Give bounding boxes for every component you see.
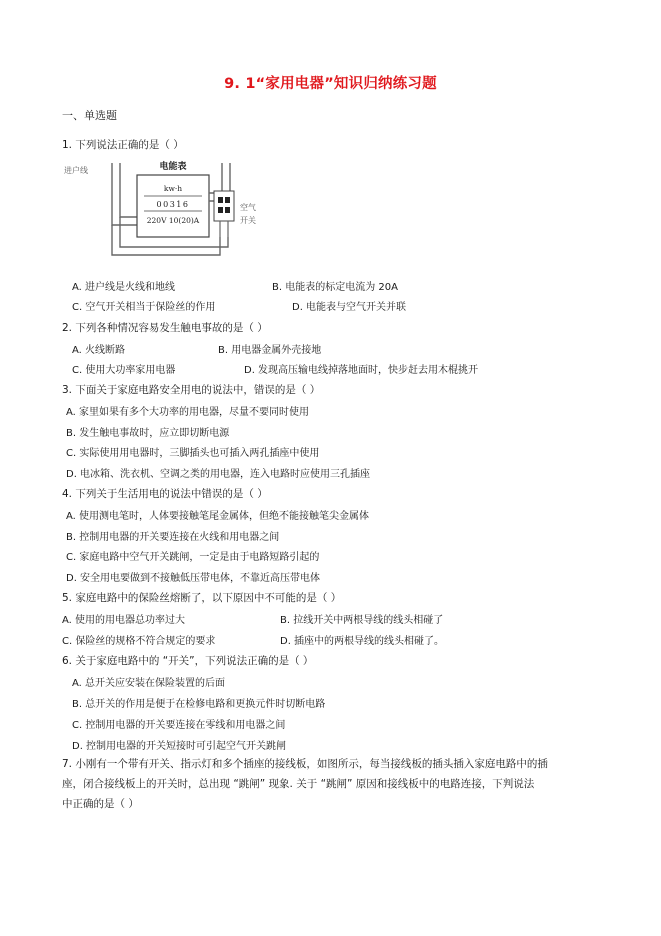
q4-option-b: B. 控制用电器的开关要连接在火线和用电器之间 <box>66 532 280 543</box>
q1-option-d: D. 电能表与空气开关并联 <box>292 302 407 313</box>
question-5-stem: 5. 家庭电路中的保险丝熔断了，以下原因中不可能的是（ ） <box>62 592 342 604</box>
q6-option-b: B. 总开关的作用是便于在检修电路和更换元件时切断电路 <box>72 699 326 710</box>
q3-option-c: C. 实际使用用电器时，三脚插头也可插入两孔插座中使用 <box>66 448 320 459</box>
section-heading: 一、单选题 <box>62 109 117 122</box>
q6-option-a: A. 总开关应安装在保险装置的后面 <box>72 678 226 689</box>
q4-option-c: C. 家庭电路中空气开关跳闸，一定是由于电路短路引起的 <box>66 552 320 563</box>
question-6-stem: 6. 关于家庭电路中的 “开关”，下列说法正确的是（ ） <box>62 655 314 667</box>
question-7-stem <box>62 754 607 814</box>
q1-option-b: B. 电能表的标定电流为 20A <box>272 282 398 293</box>
meter-rating: 220V 10(20)A <box>146 216 200 225</box>
question-1-stem: 1. 下列说法正确的是（ ） <box>62 139 184 151</box>
q4-option-d: D. 安全用电要做到不接触低压带电体，不靠近高压带电体 <box>66 573 321 584</box>
question-7-line-2: 座，闭合接线板上的开关时，总出现 “跳闸” 现象. 关于 “跳闸” 原因和接线板中的电路连接，下判说法 <box>62 778 535 790</box>
q6-option-d: D. 控制用电器的开关短接时可引起空气开关跳闸 <box>72 741 287 752</box>
q1-option-c: C. 空气开关相当于保险丝的作用 <box>72 302 216 313</box>
q5-option-a: A. 使用的用电器总功率过大 <box>62 615 186 626</box>
air-switch <box>214 191 234 221</box>
q4-option-a: A. 使用测电笔时，人体要接触笔尾金属体，但绝不能接触笔尖金属体 <box>66 511 370 522</box>
air-switch-label-1: 空气 <box>240 203 256 212</box>
q5-option-c: C. 保险丝的规格不符合规定的要求 <box>62 636 216 647</box>
meter-reading: 00316 <box>156 200 190 209</box>
q2-option-d: D. 发现高压输电线掉落地面时，快步赶去用木棍挑开 <box>244 365 479 376</box>
question-3-stem: 3. 下面关于家庭电路安全用电的说法中，错误的是（ ） <box>62 384 321 396</box>
question-4-stem: 4. 下列关于生活用电的说法中错误的是（ ） <box>62 488 268 500</box>
q2-option-a: A. 火线断路 <box>72 345 126 356</box>
question-7-line-3: 中正确的是（ ） <box>62 798 139 810</box>
meter-unit: kw·h <box>163 184 183 193</box>
incoming-line-label: 进户线 <box>64 166 88 175</box>
page-title: 9. 1“家用电器”知识归纳练习题 <box>224 76 437 92</box>
question-7-line-1: 7. 小刚有一个带有开关、指示灯和多个插座的接线板，如图所示，每当接线板的插头插入家庭电路中的插 <box>62 758 548 770</box>
meter-title: 电能表 <box>159 162 187 172</box>
q6-option-c: C. 控制用电器的开关要连接在零线和用电器之间 <box>72 720 286 731</box>
question-2-stem: 2. 下列各种情况容易发生触电事故的是（ ） <box>62 322 268 334</box>
q3-option-a: A. 家里如果有多个大功率的用电器，尽量不要同时使用 <box>66 407 310 418</box>
q1-option-a: A. 进户线是火线和地线 <box>72 282 176 293</box>
q3-option-b: B. 发生触电事故时，应立即切断电源 <box>66 428 230 439</box>
q5-option-b: B. 拉线开关中两根导线的线头相碰了 <box>280 615 444 626</box>
q3-option-d: D. 电冰箱、洗衣机、空调之类的用电器，连入电路时应使用三孔插座 <box>66 469 371 480</box>
wire-incoming-2 <box>120 163 137 217</box>
electric-meter-diagram <box>62 155 267 270</box>
q5-option-d: D. 插座中的两根导线的线头相碰了。 <box>280 636 445 647</box>
air-switch-label-2: 开关 <box>240 216 256 225</box>
q2-option-c: C. 使用大功率家用电器 <box>72 365 176 376</box>
q2-option-b: B. 用电器金属外壳接地 <box>218 345 322 356</box>
